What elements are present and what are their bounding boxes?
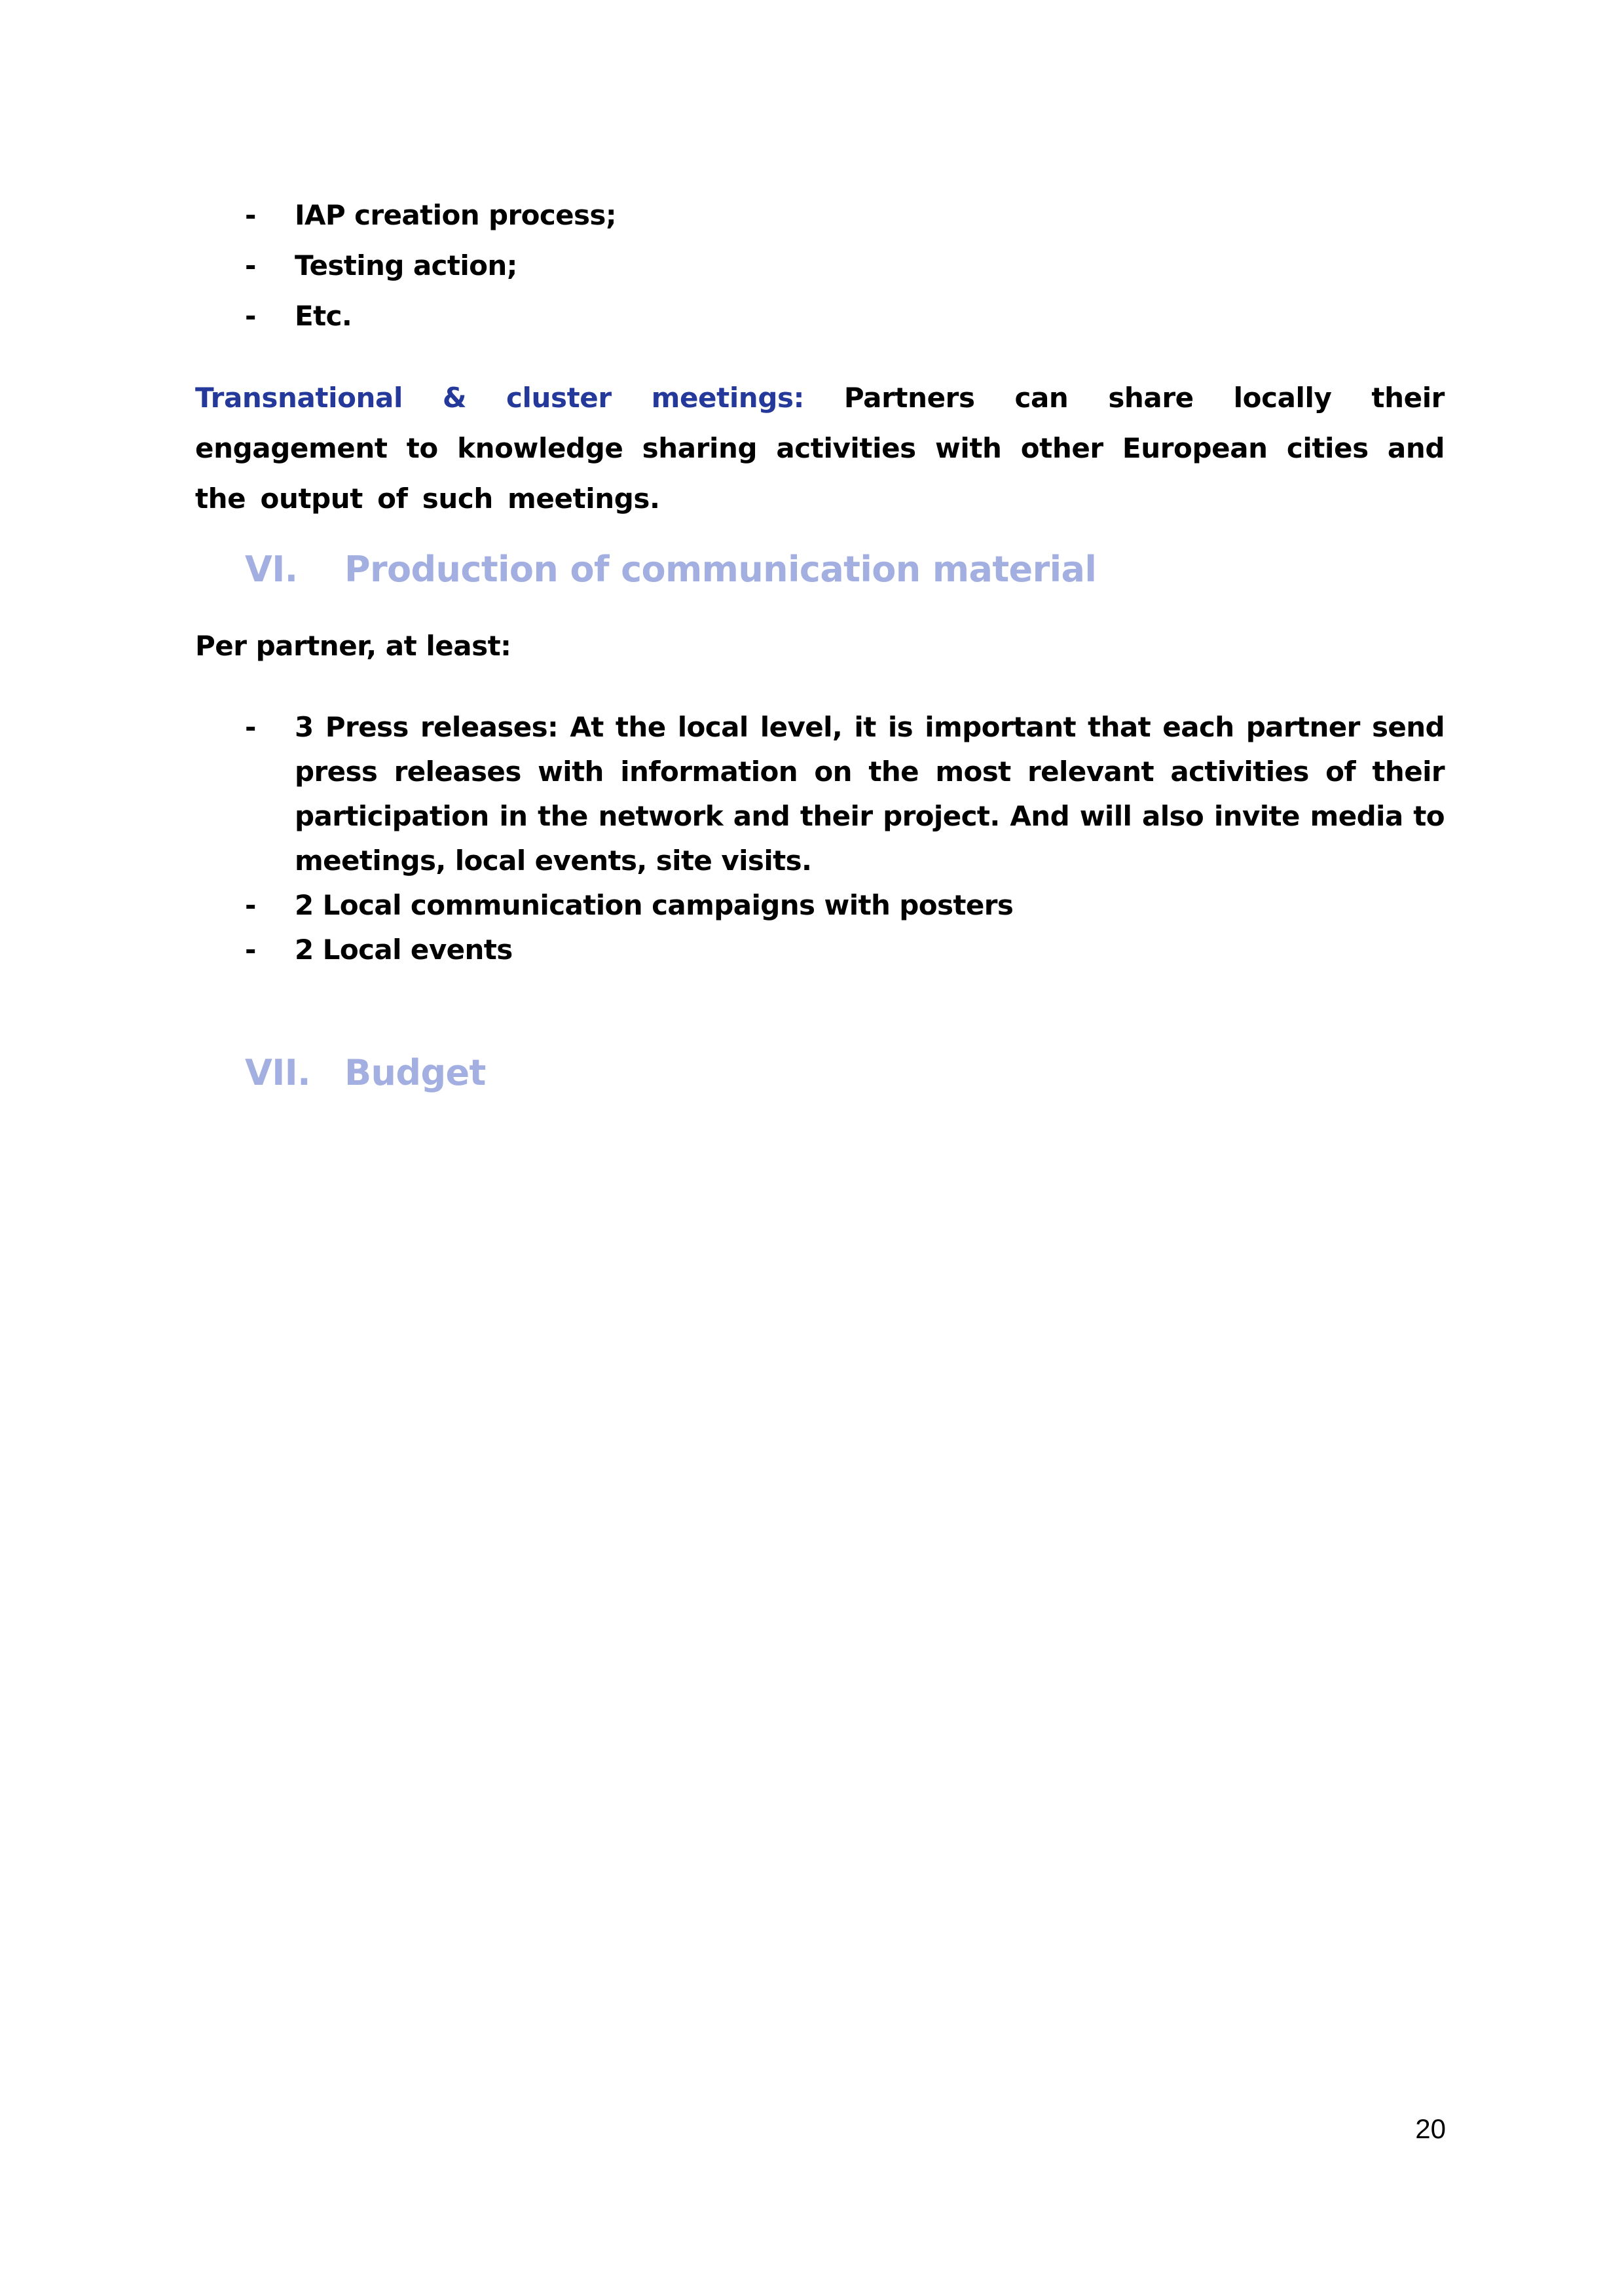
section-title: Production of communication material [344,549,1097,590]
section-heading-budget [195,1052,1445,1093]
transnational-meetings-label: Transnational & cluster meetings: [195,382,804,414]
list-item-lead: communication campaigns [410,889,815,921]
list-item [195,240,1445,291]
dash-bullet-icon: - [245,199,256,231]
process-list [195,190,1445,341]
list-item-local-events [195,928,1445,972]
list-item-text: Etc. [295,300,352,332]
list-item [195,190,1445,240]
list-item-text: At the local level, it is important that each partner send press releases with information on the most relevant activities of their participation in the network and their project. And will also invite media to meetings, local events, site visits. [295,711,1445,877]
list-item [195,291,1445,341]
transnational-meetings-text: Partners can share locally their engagement to knowledge sharing activities with other European cities and the output of such meetings. [195,382,1445,515]
transnational-meetings-paragraph [195,373,1445,524]
list-item-prefix: 2 [295,934,323,966]
list-item-lead: Local events [322,934,513,966]
communication-material-list [195,705,1445,972]
page-number: 20 [1415,2113,1446,2144]
dash-bullet-icon: - [245,711,256,743]
section-number: VII. [245,1052,311,1093]
list-item-text: IAP creation process; [295,199,617,231]
dash-bullet-icon: - [245,889,256,921]
list-item-suffix: with posters [815,889,1014,921]
list-item-communication-campaigns [195,883,1445,928]
list-item-press-releases [195,705,1445,883]
section-heading-communication-material [195,549,1445,590]
dash-bullet-icon: - [245,300,256,332]
section-intro: Per partner, at least: [195,630,511,662]
list-item-lead: 3 Press releases: [295,711,559,743]
page-content [195,190,1445,1093]
section-title: Budget [344,1052,486,1093]
dash-bullet-icon: - [245,249,256,282]
list-item-text: Testing action; [295,249,517,282]
section-number: VI. [245,549,298,590]
dash-bullet-icon: - [245,934,256,966]
list-item-prefix: 2 Local [295,889,411,921]
